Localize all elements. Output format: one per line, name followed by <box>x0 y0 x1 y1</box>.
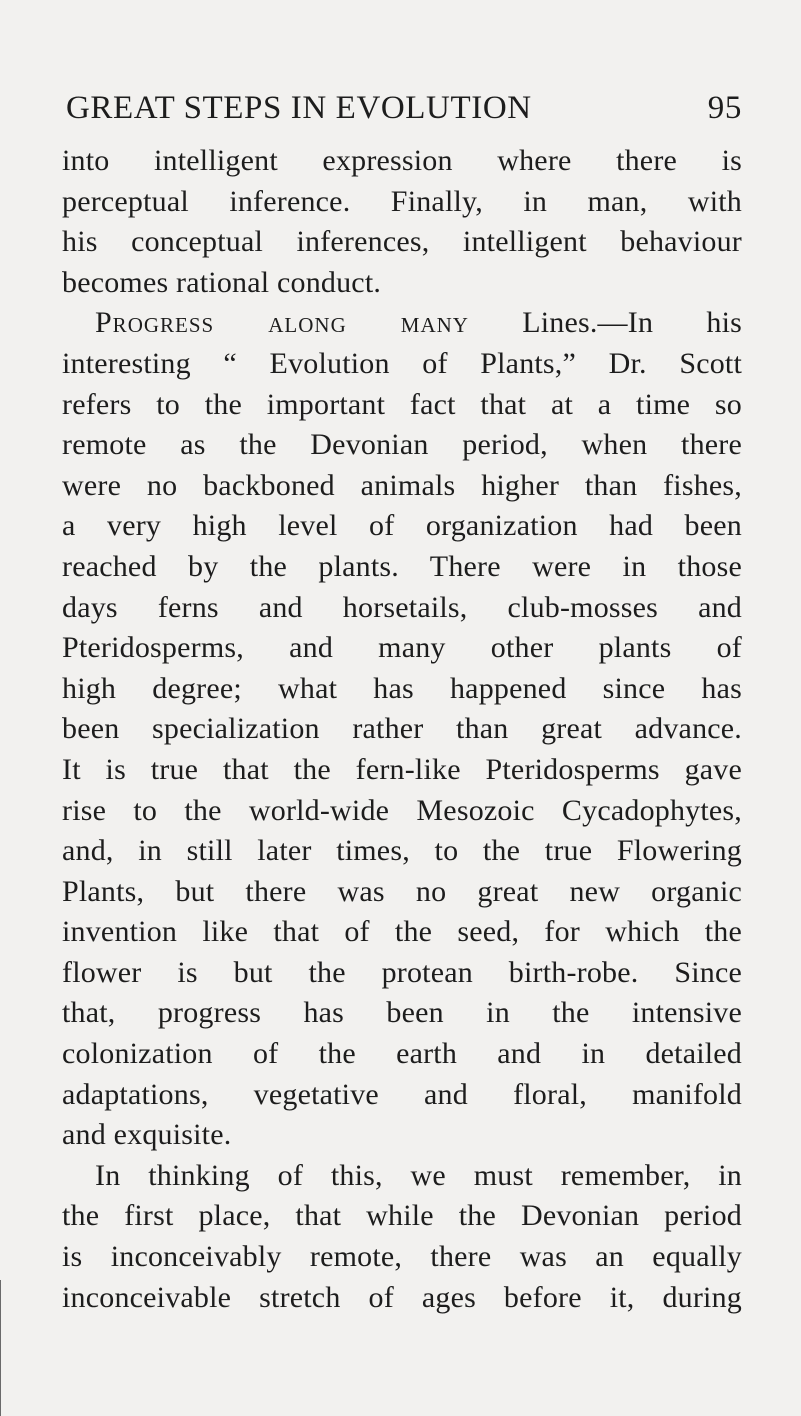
text-line: into intelligent expression where there is <box>62 144 742 177</box>
text-line: and, in still later times, to the true Flowering <box>62 834 742 868</box>
text-line: rise to the world-wide Mesozoic Cycadophytes, <box>62 793 742 827</box>
text-line: interesting “ Evolution of Plants,” Dr. Scott <box>62 346 742 380</box>
running-head <box>62 90 742 134</box>
text-line: colonization of the earth and in detailed <box>62 1037 742 1071</box>
text-line: high degree; what has happened since has <box>62 671 742 705</box>
text-line: a very high level of organization had been <box>62 509 742 543</box>
body-text <box>62 141 742 1318</box>
text-line: Plants, but there was no great new organic <box>62 874 742 908</box>
page-number: 95 <box>707 90 742 126</box>
text-line: that, progress has been in the intensive <box>62 996 742 1030</box>
text-line: becomes rational conduct. <box>62 265 382 299</box>
text-line: It is true that the fern-like Pteridosperms gave <box>62 752 742 786</box>
text-line: been specialization rather than great advance. <box>62 712 742 746</box>
text-line: perceptual inference. Finally, in man, with <box>62 184 742 218</box>
section-heading-continuation: Lines.—In his <box>522 306 742 340</box>
text-line: were no backboned animals higher than fishes, <box>62 468 742 502</box>
text-line: flower is but the protean birth-robe. Since <box>62 955 742 989</box>
text-line: Pteridosperms, and many other plants of <box>62 631 742 665</box>
text-line: adaptations, vegetative and floral, manifold <box>62 1077 742 1111</box>
section-heading-line <box>62 303 742 344</box>
text-line: is inconceivably remote, there was an equally <box>62 1240 742 1274</box>
text-line: days ferns and horsetails, club-mosses and <box>62 590 742 624</box>
scan-edge-line <box>0 1280 1 1416</box>
text-line: and exquisite. <box>62 1118 232 1152</box>
text-line: invention like that of the seed, for which the <box>62 915 742 949</box>
text-line: his conceptual inferences, intelligent behaviour <box>62 225 742 259</box>
text-line: inconceivable stretch of ages before it, during <box>62 1280 742 1314</box>
section-heading: Progress along many <box>95 306 469 340</box>
text-line: refers to the important fact that at a time so <box>62 387 742 421</box>
text-line: reached by the plants. There were in those <box>62 549 742 583</box>
text-line: remote as the Devonian period, when there <box>62 428 742 462</box>
text-line: In thinking of this, we must remember, in <box>95 1158 742 1192</box>
text-line: the first place, that while the Devonian period <box>62 1199 742 1233</box>
running-title: GREAT STEPS IN EVOLUTION <box>66 90 532 126</box>
